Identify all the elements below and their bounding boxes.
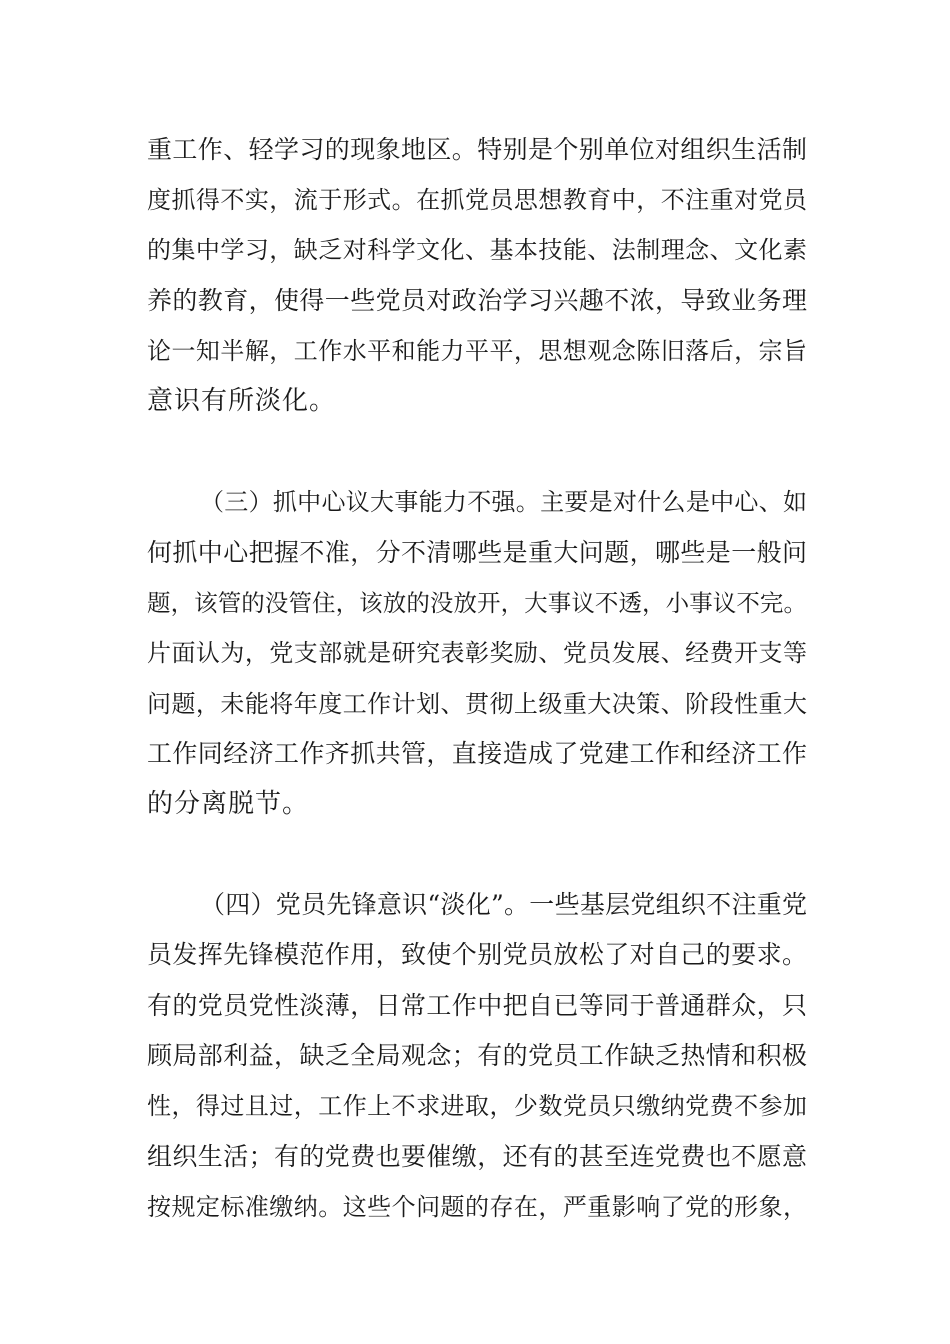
paragraph-1-line-4: 养的教育，使得一些党员对政治学习兴趣不浓，导致业务理 — [147, 286, 807, 315]
paragraph-1-line-5: 论一知半解，工作水平和能力平平，思想观念陈旧落后，宗旨 — [147, 337, 807, 365]
paragraph-3-line-3: 有的党员党性淡薄，日常工作中把自已等同于普通群众，只 — [147, 991, 807, 1020]
paragraph-3-line-5: 性，得过且过，工作上不求进取，少数党员只缴纳党费不参加 — [147, 1092, 807, 1120]
paragraph-1-line-1: 重工作、轻学习的现象地区。特别是个别单位对组织生活制 — [147, 135, 807, 164]
paragraph-2-line-7: 的分离脱节。 — [147, 789, 310, 819]
paragraph-2-line-1: （三）抓中心议大事能力不强。主要是对什么是中心、如 — [200, 488, 807, 516]
paragraph-3-line-7: 按规定标准缴纳。这些个问题的存在，严重影响了党的形象， — [147, 1193, 807, 1221]
paragraph-2-line-3: 题，该管的没管住，该放的没放开，大事议不透，小事议不完。 — [147, 589, 807, 617]
paragraph-2-line-5: 问题，未能将年度工作计划、贯彻上级重大决策、阶段性重大 — [147, 690, 807, 718]
paragraph-3-line-4: 顾局部利益，缺乏全局观念；有的党员工作缺乏热情和积极 — [147, 1041, 807, 1070]
paragraph-3-line-6: 组织生活；有的党费也要催缴，还有的甚至连党费也不愿意 — [147, 1142, 807, 1171]
paragraph-1-line-3: 的集中学习，缺乏对科学文化、基本技能、法制理念、文化素 — [147, 236, 807, 264]
paragraph-3-line-1: （四）党员先锋意识“淡化”。一些基层党组织不注重党 — [200, 890, 807, 919]
paragraph-1-line-6: 意识有所淡化。 — [147, 386, 337, 416]
paragraph-3-line-2: 员发挥先锋模范作用，致使个别党员放松了对自己的要求。 — [147, 940, 807, 969]
paragraph-2-line-4: 片面认为，党支部就是研究表彰奖励、党员发展、经费开支等 — [147, 639, 807, 667]
paragraph-2-line-6: 工作同经济工作齐抓共管，直接造成了党建工作和经济工作 — [147, 739, 807, 768]
paragraph-1-line-2: 度抓得不实，流于形式。在抓党员思想教育中，不注重对党员 — [147, 186, 807, 214]
paragraph-2-line-2: 何抓中心把握不准，分不清哪些是重大问题，哪些是一般问 — [147, 538, 807, 567]
